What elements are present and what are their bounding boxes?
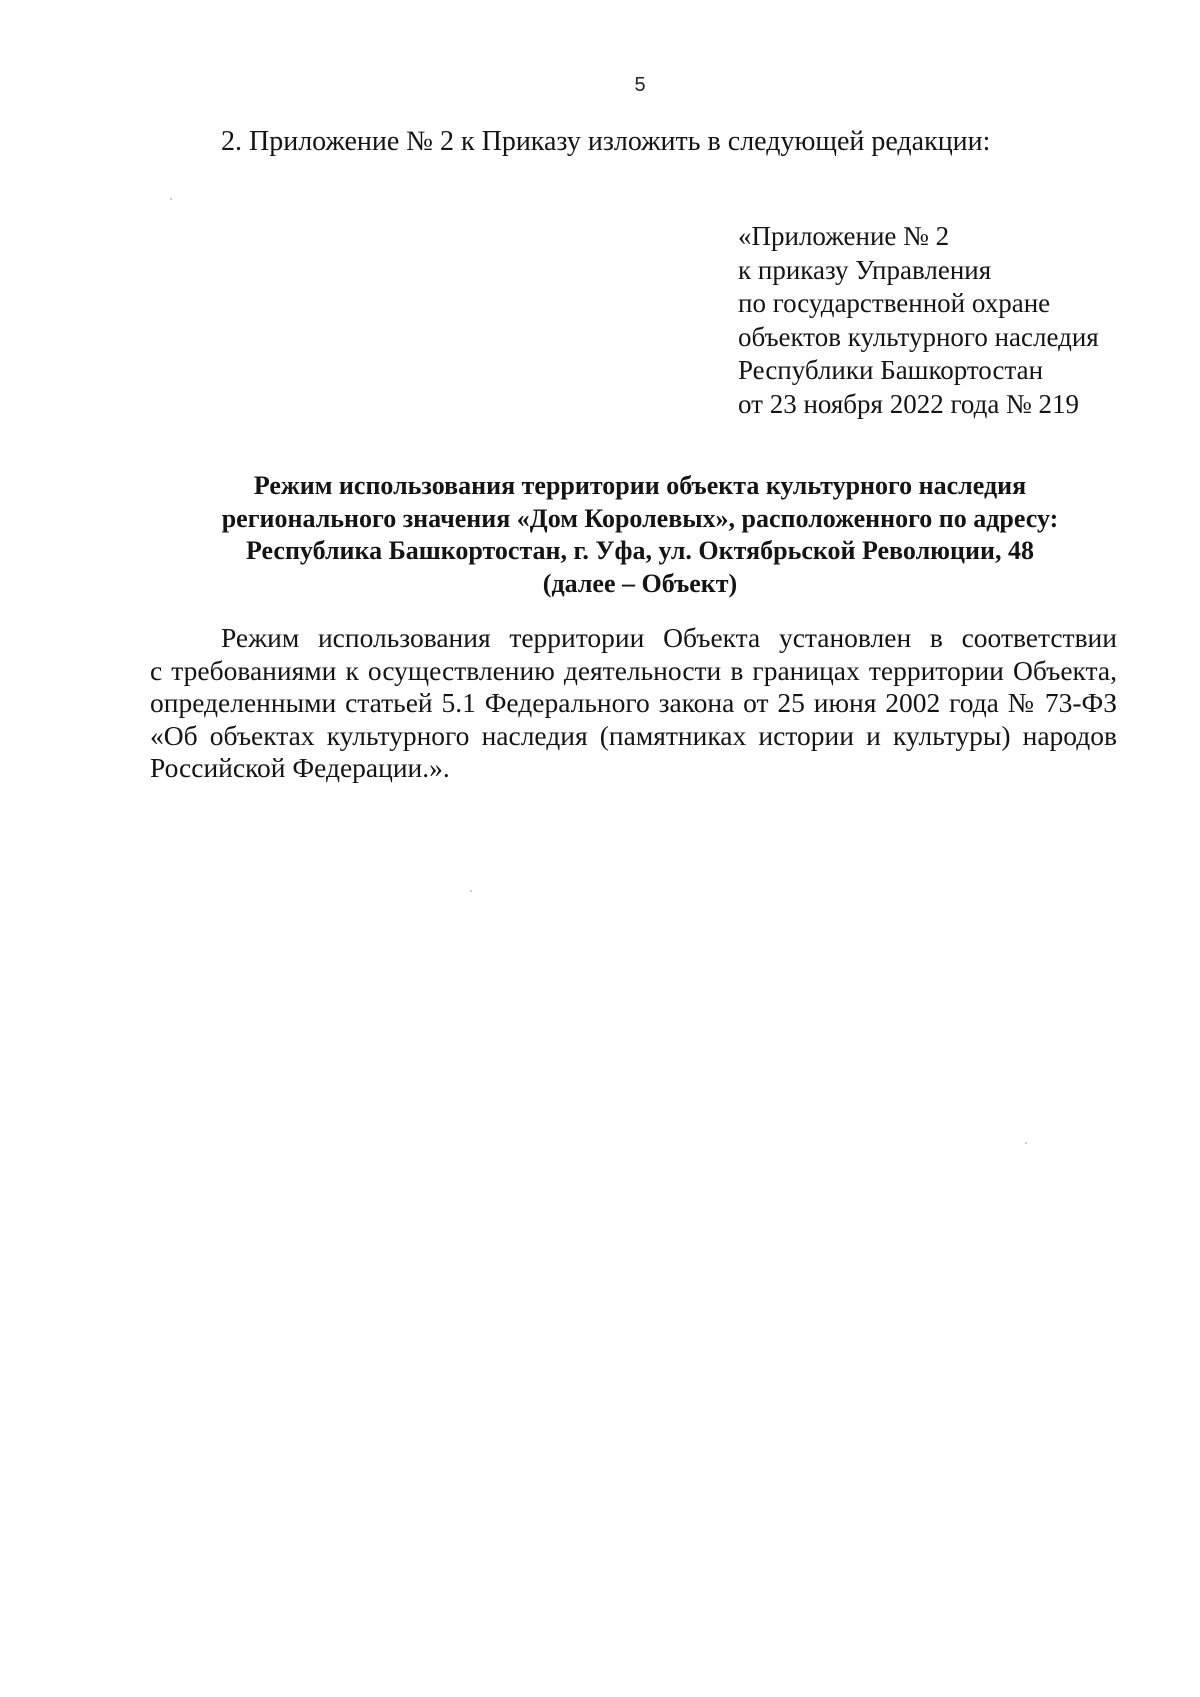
scan-speck	[170, 198, 172, 200]
body-paragraph	[150, 622, 1117, 785]
body-line: определенными статьей 5.1 Федерального закона от 25 июня 2002 года № 73-ФЗ	[150, 687, 1117, 718]
title-line: (далее – Объект)	[542, 568, 738, 598]
scan-speck	[1025, 1142, 1027, 1144]
appendix-line: «Приложение № 2	[738, 221, 950, 251]
title-line: Режим использования территории объекта культурного наследия	[253, 471, 1027, 500]
appendix-header	[738, 220, 1099, 421]
scan-speck	[470, 890, 472, 892]
appendix-line: по государственной охране	[738, 288, 1051, 318]
appendix-line: к приказу Управления	[738, 254, 992, 285]
title-line: регионального значения «Дом Королевых», расположенного по адресу:	[221, 503, 1059, 533]
body-line: «Об объектах культурного наследия (памятниках истории и культуры) народов	[150, 719, 1117, 751]
body-line: с требованиями к осуществлению деятельности в границах территории Объекта,	[150, 654, 1117, 686]
instruction-paragraph: 2. Приложение № 2 к Приказу изложить в следующей редакции:	[221, 126, 991, 157]
title-line: Республика Башкортостан, г. Уфа, ул. Октябрьской Революции, 48	[246, 536, 1034, 565]
body-line: Российской Федерации.».	[150, 752, 450, 783]
page-number: 5	[634, 74, 646, 96]
appendix-line: объектов культурного наследия	[738, 321, 1099, 352]
body-line: Режим использования территории Объекта установлен в соответствии	[221, 622, 1117, 653]
appendix-line: Республики Башкортостан	[738, 355, 1044, 385]
appendix-line: от 23 ноября 2022 года № 219	[738, 388, 1080, 419]
document-title	[160, 470, 1120, 600]
